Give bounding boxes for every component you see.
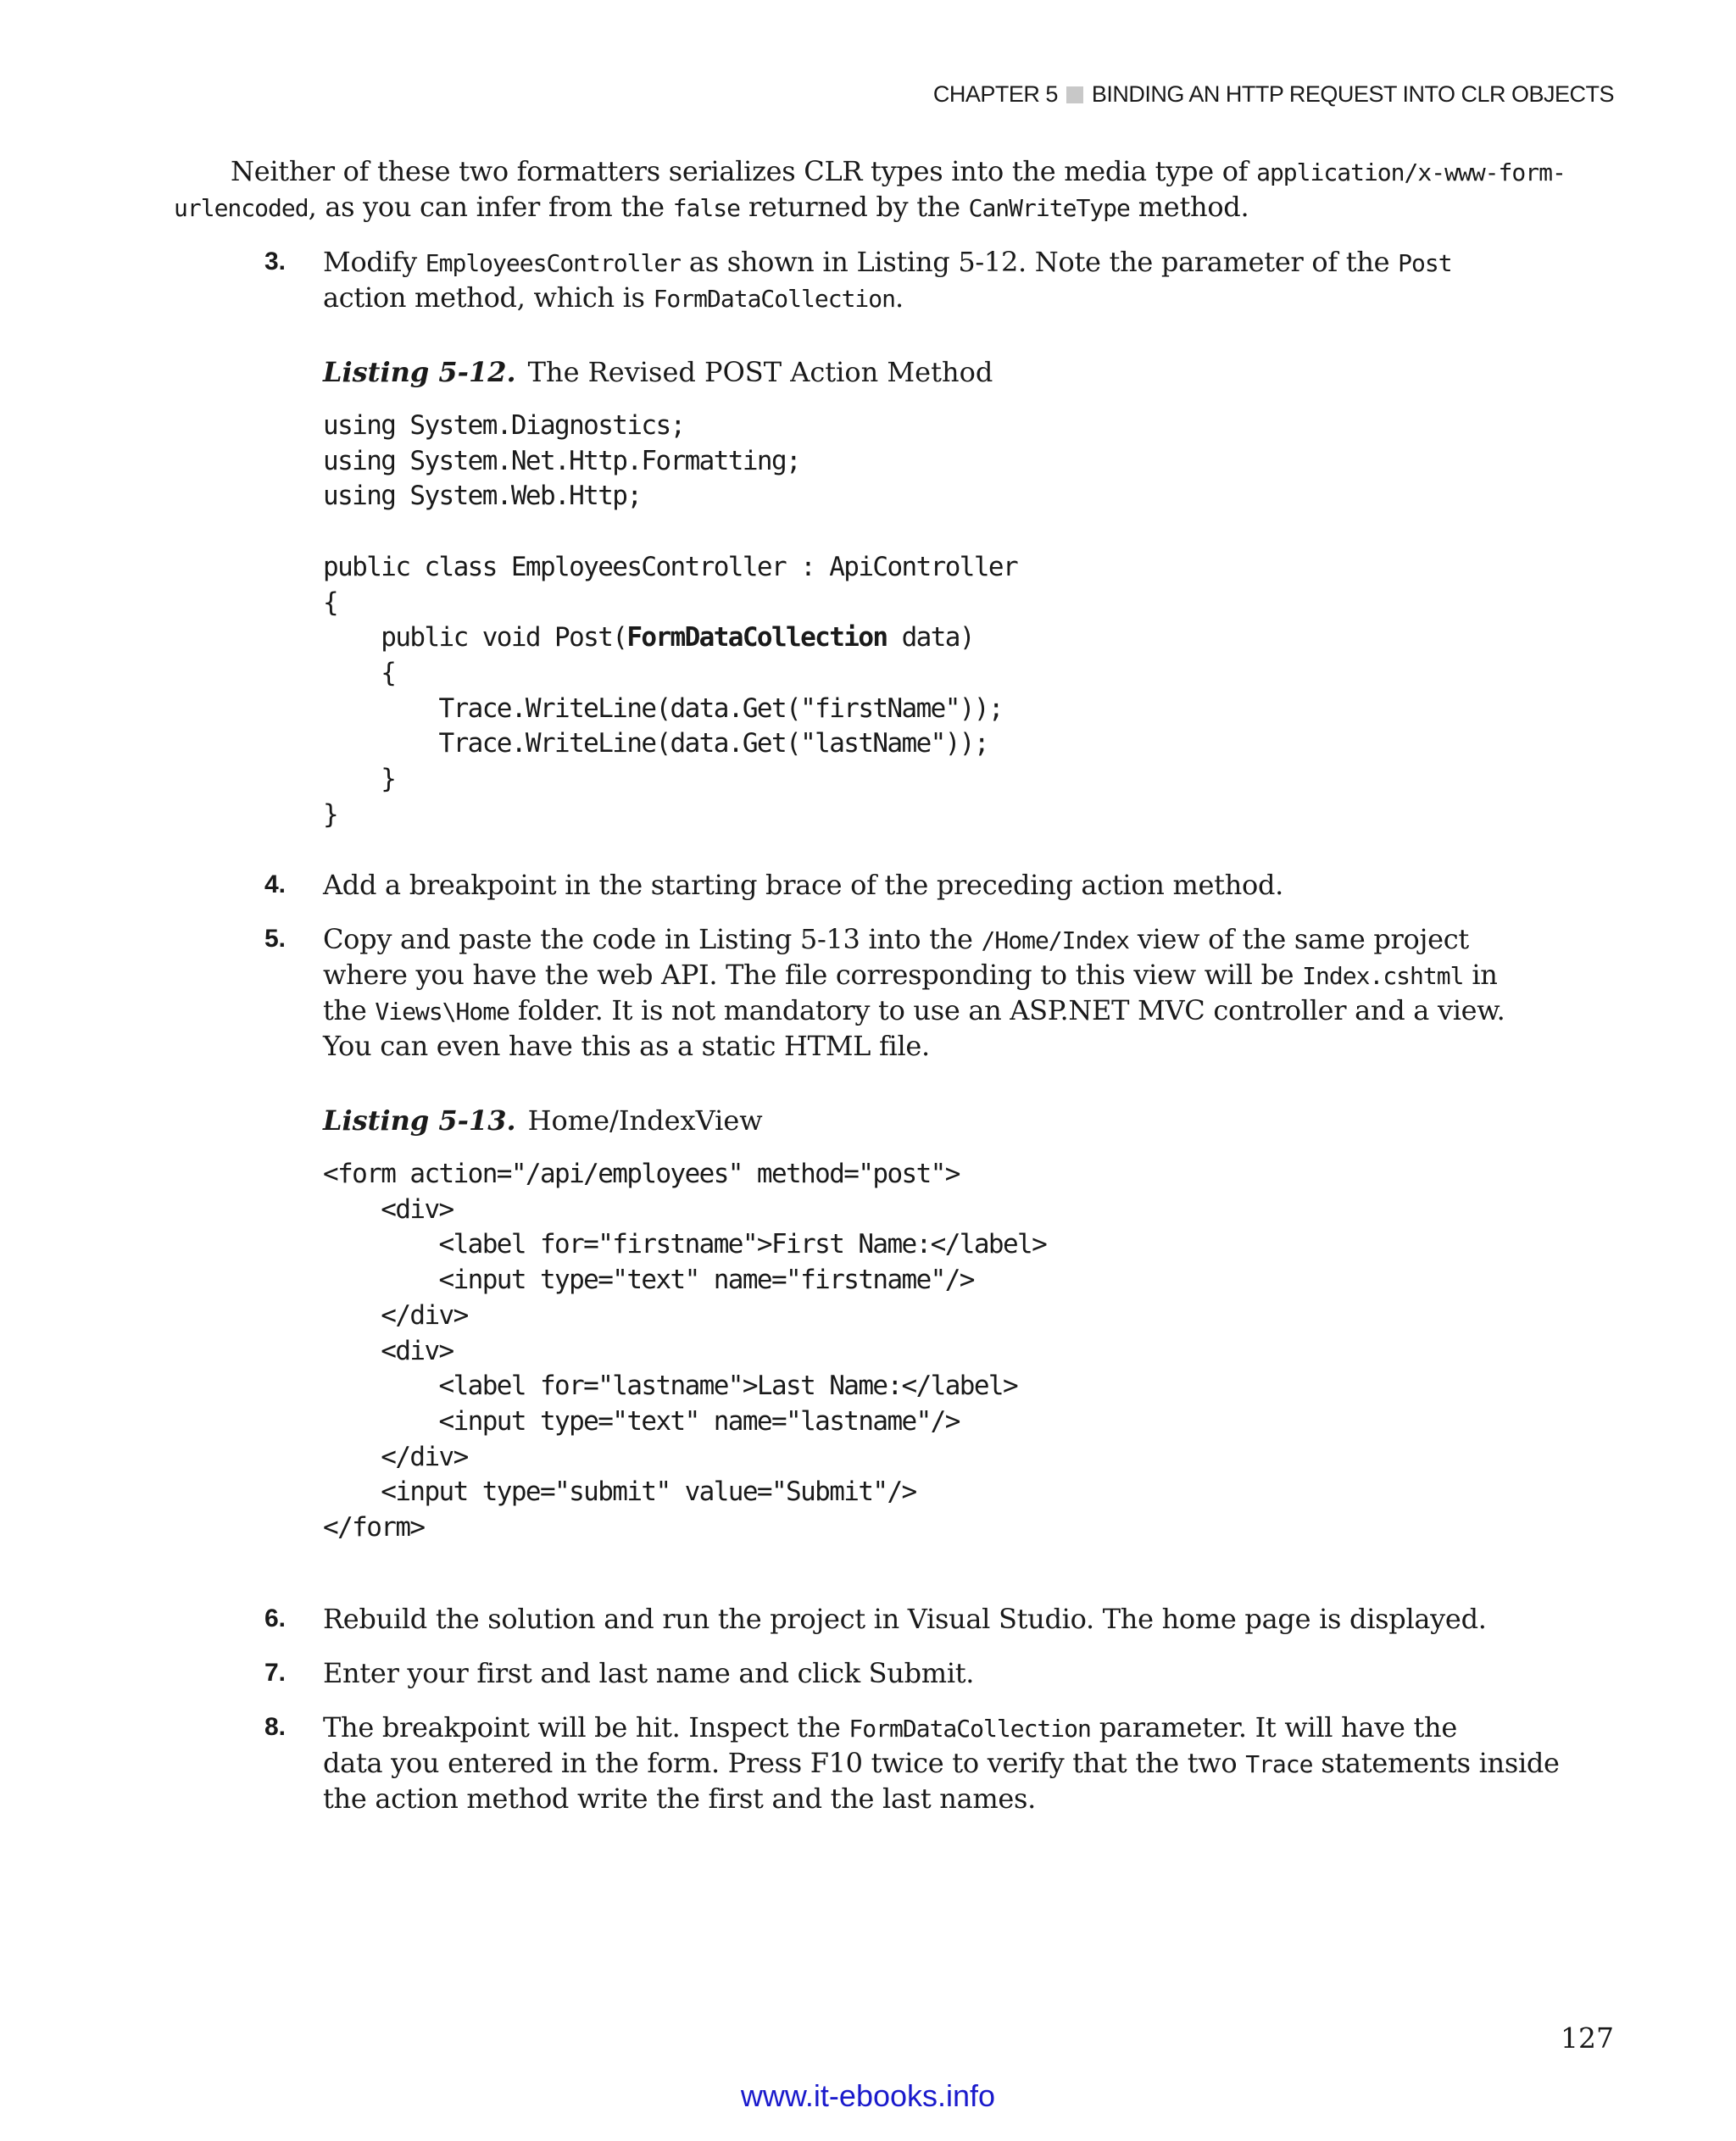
step-8-line-2: data you entered in the form. Press F10 twice to verify that the two Trace statements inside xyxy=(323,1747,1560,1779)
listing-5-13-code: <form action="/api/employees" method="post"> <div> <label for="firstname">First Name:</label> <input type="text" name="firstname"/> </div> <div> <label for="lastname">Last Name:</label> <input type="text" name="lastname"/> </div> <input type="submit" value="Submit"/> </form> xyxy=(323,1159,1047,1543)
step-8-line-3: the action method write the first and the last names. xyxy=(323,1782,1037,1815)
step-5-line-2: where you have the web API. The file corresponding to this view will be Index.cshtml in xyxy=(323,959,1498,991)
step-3-number: 3. xyxy=(264,247,287,275)
page-number: 127 xyxy=(1561,2021,1614,2055)
step-7-text: Enter your first and last name and click Submit. xyxy=(323,1657,975,1689)
separator-square-icon xyxy=(1066,86,1083,103)
step-3-line-2: action method, which is FormDataCollection. xyxy=(323,281,904,314)
listing-5-12-caption xyxy=(323,354,993,390)
step-6-text: Rebuild the solution and run the project in Visual Studio. The home page is displayed. xyxy=(323,1603,1487,1635)
listing-5-12-code: using System.Diagnostics; using System.Net.Http.Formatting; using System.Web.Http; public class EmployeesController : ApiController { public void Post(FormDataCollection data) { Trace.WriteLine(data.Get("firstName")); Trace.WriteLine(data.Get("lastName")); } } xyxy=(323,410,1018,830)
intro-line-2: urlencoded, as you can infer from the false returned by the CanWriteType method. xyxy=(174,191,1249,223)
step-5-line-3: the Views\Home folder. It is not mandatory to use an ASP.NET MVC controller and a view. xyxy=(323,994,1505,1026)
step-5-number: 5. xyxy=(264,925,287,953)
step-8-line-1: The breakpoint will be hit. Inspect the FormDataCollection parameter. It will have the xyxy=(323,1711,1457,1743)
step-8-number: 8. xyxy=(264,1713,287,1741)
step-3-line-1: Modify EmployeesController as shown in Listing 5-12. Note the parameter of the Post xyxy=(323,246,1452,278)
chapter-title: BINDING AN HTTP REQUEST INTO CLR OBJECTS xyxy=(1091,81,1614,107)
step-5-line-1: Copy and paste the code in Listing 5-13 into the /Home/Index view of the same project xyxy=(323,923,1469,955)
intro-line-1: Neither of these two formatters serializes CLR types into the media type of application/x-www-form- xyxy=(231,155,1566,187)
step-5-line-4: You can even have this as a static HTML file. xyxy=(323,1030,930,1062)
listing-label: Listing 5-12. xyxy=(323,356,516,388)
step-7-number: 7. xyxy=(264,1659,287,1687)
step-4-text: Add a breakpoint in the starting brace of the preceding action method. xyxy=(323,869,1284,901)
step-4-number: 4. xyxy=(264,870,287,898)
running-header xyxy=(933,81,1614,108)
listing-title: Home/IndexView xyxy=(527,1104,763,1137)
listing-label: Listing 5-13. xyxy=(323,1104,516,1137)
listing-title: The Revised POST Action Method xyxy=(527,356,993,388)
chapter-label: CHAPTER 5 xyxy=(932,81,1058,107)
step-6-number: 6. xyxy=(264,1604,287,1632)
listing-5-13-caption xyxy=(323,1103,763,1138)
footer-website-link[interactable]: www.it-ebooks.info xyxy=(740,2078,996,2113)
